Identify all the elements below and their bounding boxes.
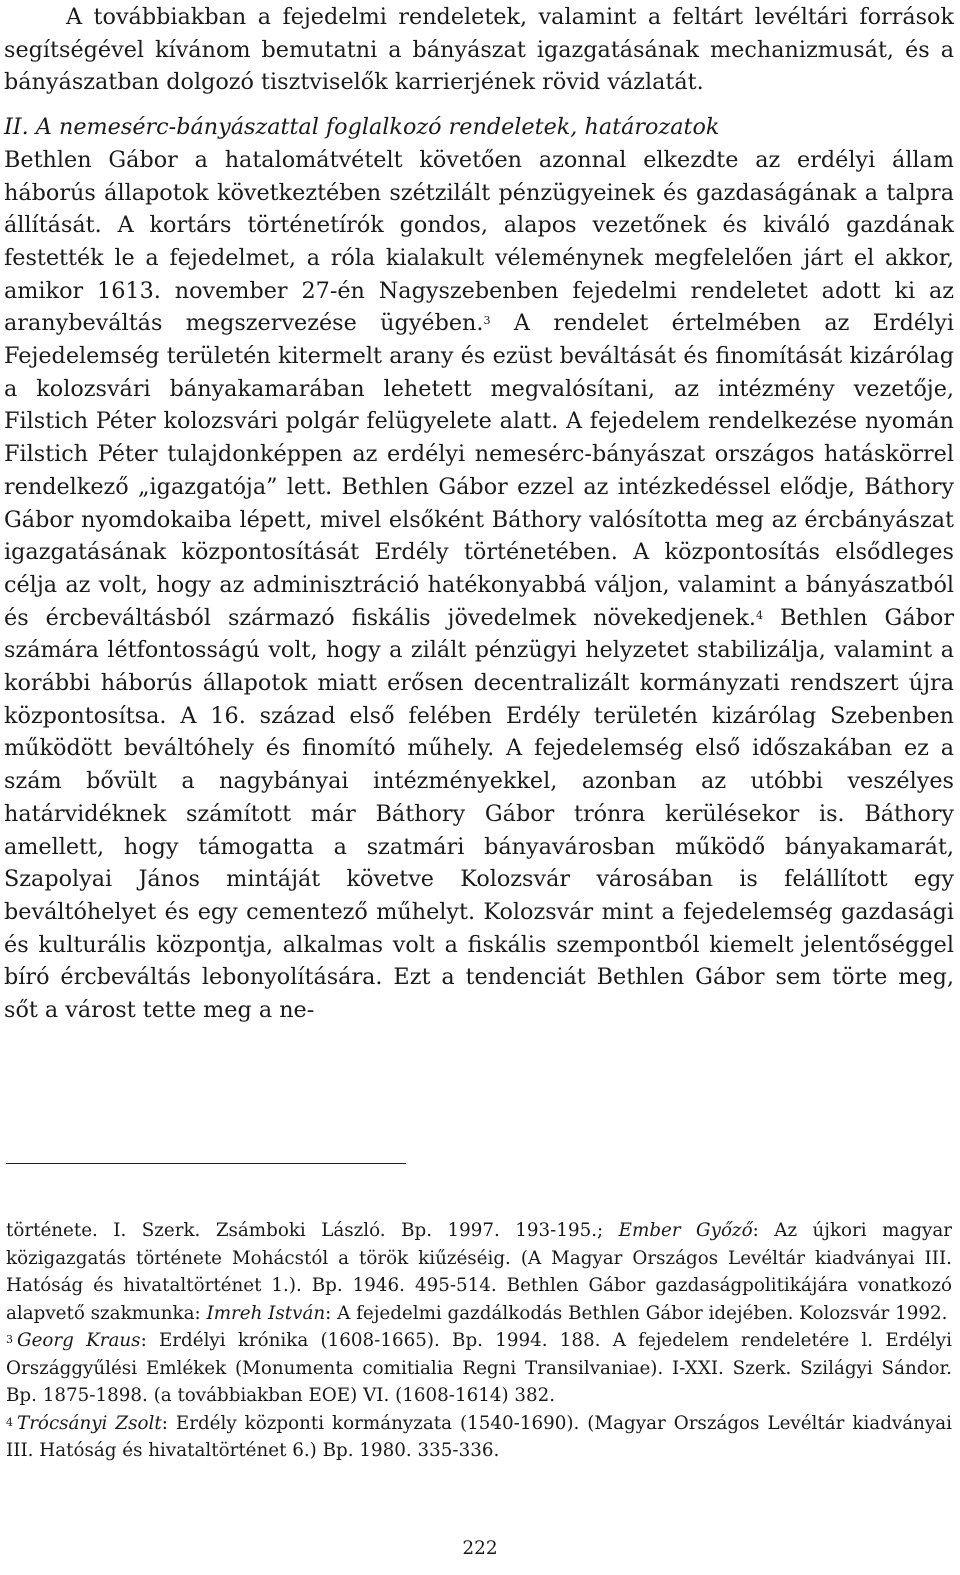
- footnote-text: : Az újkori magyar közigazgatás története Mohácstól a török kiűzéséig. (A Magyar Országos Levéltár kiadványai III. Hatóság és hivataltörténet 1.). Bp. 1946. 495-514. Bethlen Gábor gazdaságpolitikájára vonatkozó alapvető szakmunka:: [6, 1220, 952, 1324]
- section-heading: II. A nemesérc-bányászattal foglalkozó rendeletek, határozatok: [4, 114, 720, 141]
- intro-paragraph: A továbbiakban a fejedelmi rendeletek, valamint a feltárt levéltári források segítségével kívánom bemutatni a bányászat igazgatásának mechanizmusát, és a bányászatban dolgozó tisztviselők karrierjének rövid vázlatát.: [4, 4, 954, 96]
- page-number: 222: [462, 1538, 498, 1559]
- footnote-4: [6, 1410, 952, 1465]
- footnote-ref-4[interactable]: 4: [755, 608, 763, 622]
- footnote-author: Ember Győző: [618, 1220, 753, 1241]
- footnote-text: : Erdély központi kormányzata (1540-1690). (Magyar Országos Levéltár kiadványai III. Hatóság és hivataltörténet 6.) Bp. 1980. 335-336.: [6, 1412, 952, 1461]
- footnote-text: : Erdélyi krónika (1608-1665). Bp. 1994. 188. A fejedelem rendeletére l. Erdélyi Országgyűlési Emlékek (Monumenta comitialia Regni Transilvaniae). I-XXI. Szerk. Szilágyi Sándor. Bp. 1875-1898. (a továbbiakban EOE) VI. (1608-1614) 382.: [6, 1330, 952, 1406]
- footnote-ref-3[interactable]: 3: [483, 314, 491, 328]
- footnote-text: : A fejedelmi gazdálkodás Bethlen Gábor idejében. Kolozsvár 1992.: [325, 1302, 948, 1324]
- footnote-text: története. I. Szerk. Zsámboki László. Bp. 1997. 193-195.;: [6, 1220, 619, 1241]
- main-paragraph-part-3: Bethlen Gábor számára létfontosságú volt, hogy a zilált pénzügyi helyzetet stabilizálja, valamint a korábbi háborús állapotok miatt erősen decentralizált kormányzati rendszert újra központosítsa. A 16. század első felében Erdély területén kizárólag Szebenben működött beváltóhely és finomító műhely. A fejedelemség első időszakában ez a szám bővült a nagybányai intézményekkel, azonban az utóbbi veszélyes határvidéknek számított már Báthory Gábor trónra kerülésekor is. Báthory amellett, hogy támogatta a szatmári bányavárosban működő bányakamarát, Szapolyai János mintáját követve Kolozsvár városában is felállított egy beváltóhelyet és egy cementező műhelyt. Kolozsvár mint a fejedelemség gazdasági és kulturális központja, alkalmas volt a fiskális szempontból kiemelt jelentőséggel bíró ércbeváltás lebonyolítására. Ezt a tendenciát Bethlen Gábor sem törte meg, sőt a várost tette meg a ne-: [4, 604, 954, 1024]
- main-text: [4, 0, 954, 1027]
- footnote-separator: [6, 1163, 406, 1164]
- main-paragraph: [4, 144, 954, 1027]
- footnote-author: Trócsányi Zsolt: [17, 1412, 162, 1434]
- footnote-number: 3: [6, 1333, 13, 1346]
- main-paragraph-part-2: A rendelet értelmében az Erdélyi Fejedelemség területén kitermelt arany és ezüst beváltását és finomítását kizárólag a kolozsvári bányakamarában lehetett megvalósítani, az intézmény vezetője, Filstich Péter kolozsvári polgár felügyelete alatt. A fejedelem rendelkezése nyomán Filstich Péter tulajdonképpen az erdélyi nemesérc-bányászat országos hatáskörrel rendelkező „igazgatója” lett. Bethlen Gábor ezzel az intézkedéssel elődje, Báthory Gábor nyomdokaiba lépett, mivel elsőként Báthory valósította meg az ércbányászat igazgatásának központosítását Erdély történetében. A központosítás elsődleges célja az volt, hogy az adminisztráció hatékonyabbá váljon, valamint a bányászatból és ércbeváltásból származó fiskális jövedelmek növekedjenek.: [4, 310, 954, 631]
- footnote-author: Georg Kraus: [17, 1330, 141, 1351]
- main-paragraph-part-1: Bethlen Gábor a hatalomátvételt követően azonnal elkezdte az erdélyi állam háborús állapotok következtében szétzilált pénzügyeinek és gazdaságának a talpra állítását. A kortárs történetírók gondos, alapos vezetőnek és kiváló gazdának festették le a fejedelmet, a róla kialakult véleménynek megfelelően járt el akkor, amikor 1613. november 27-én Nagyszebenben fejedelmi rendeletet adott ki az aranybeváltás megszervezése ügyében.: [4, 146, 954, 337]
- footnote-author: Imreh István: [206, 1302, 326, 1324]
- footnote-3: [6, 1327, 952, 1410]
- footnotes: [6, 1217, 952, 1465]
- footnote-continuation: [6, 1217, 952, 1327]
- footnote-number: 4: [6, 1415, 13, 1429]
